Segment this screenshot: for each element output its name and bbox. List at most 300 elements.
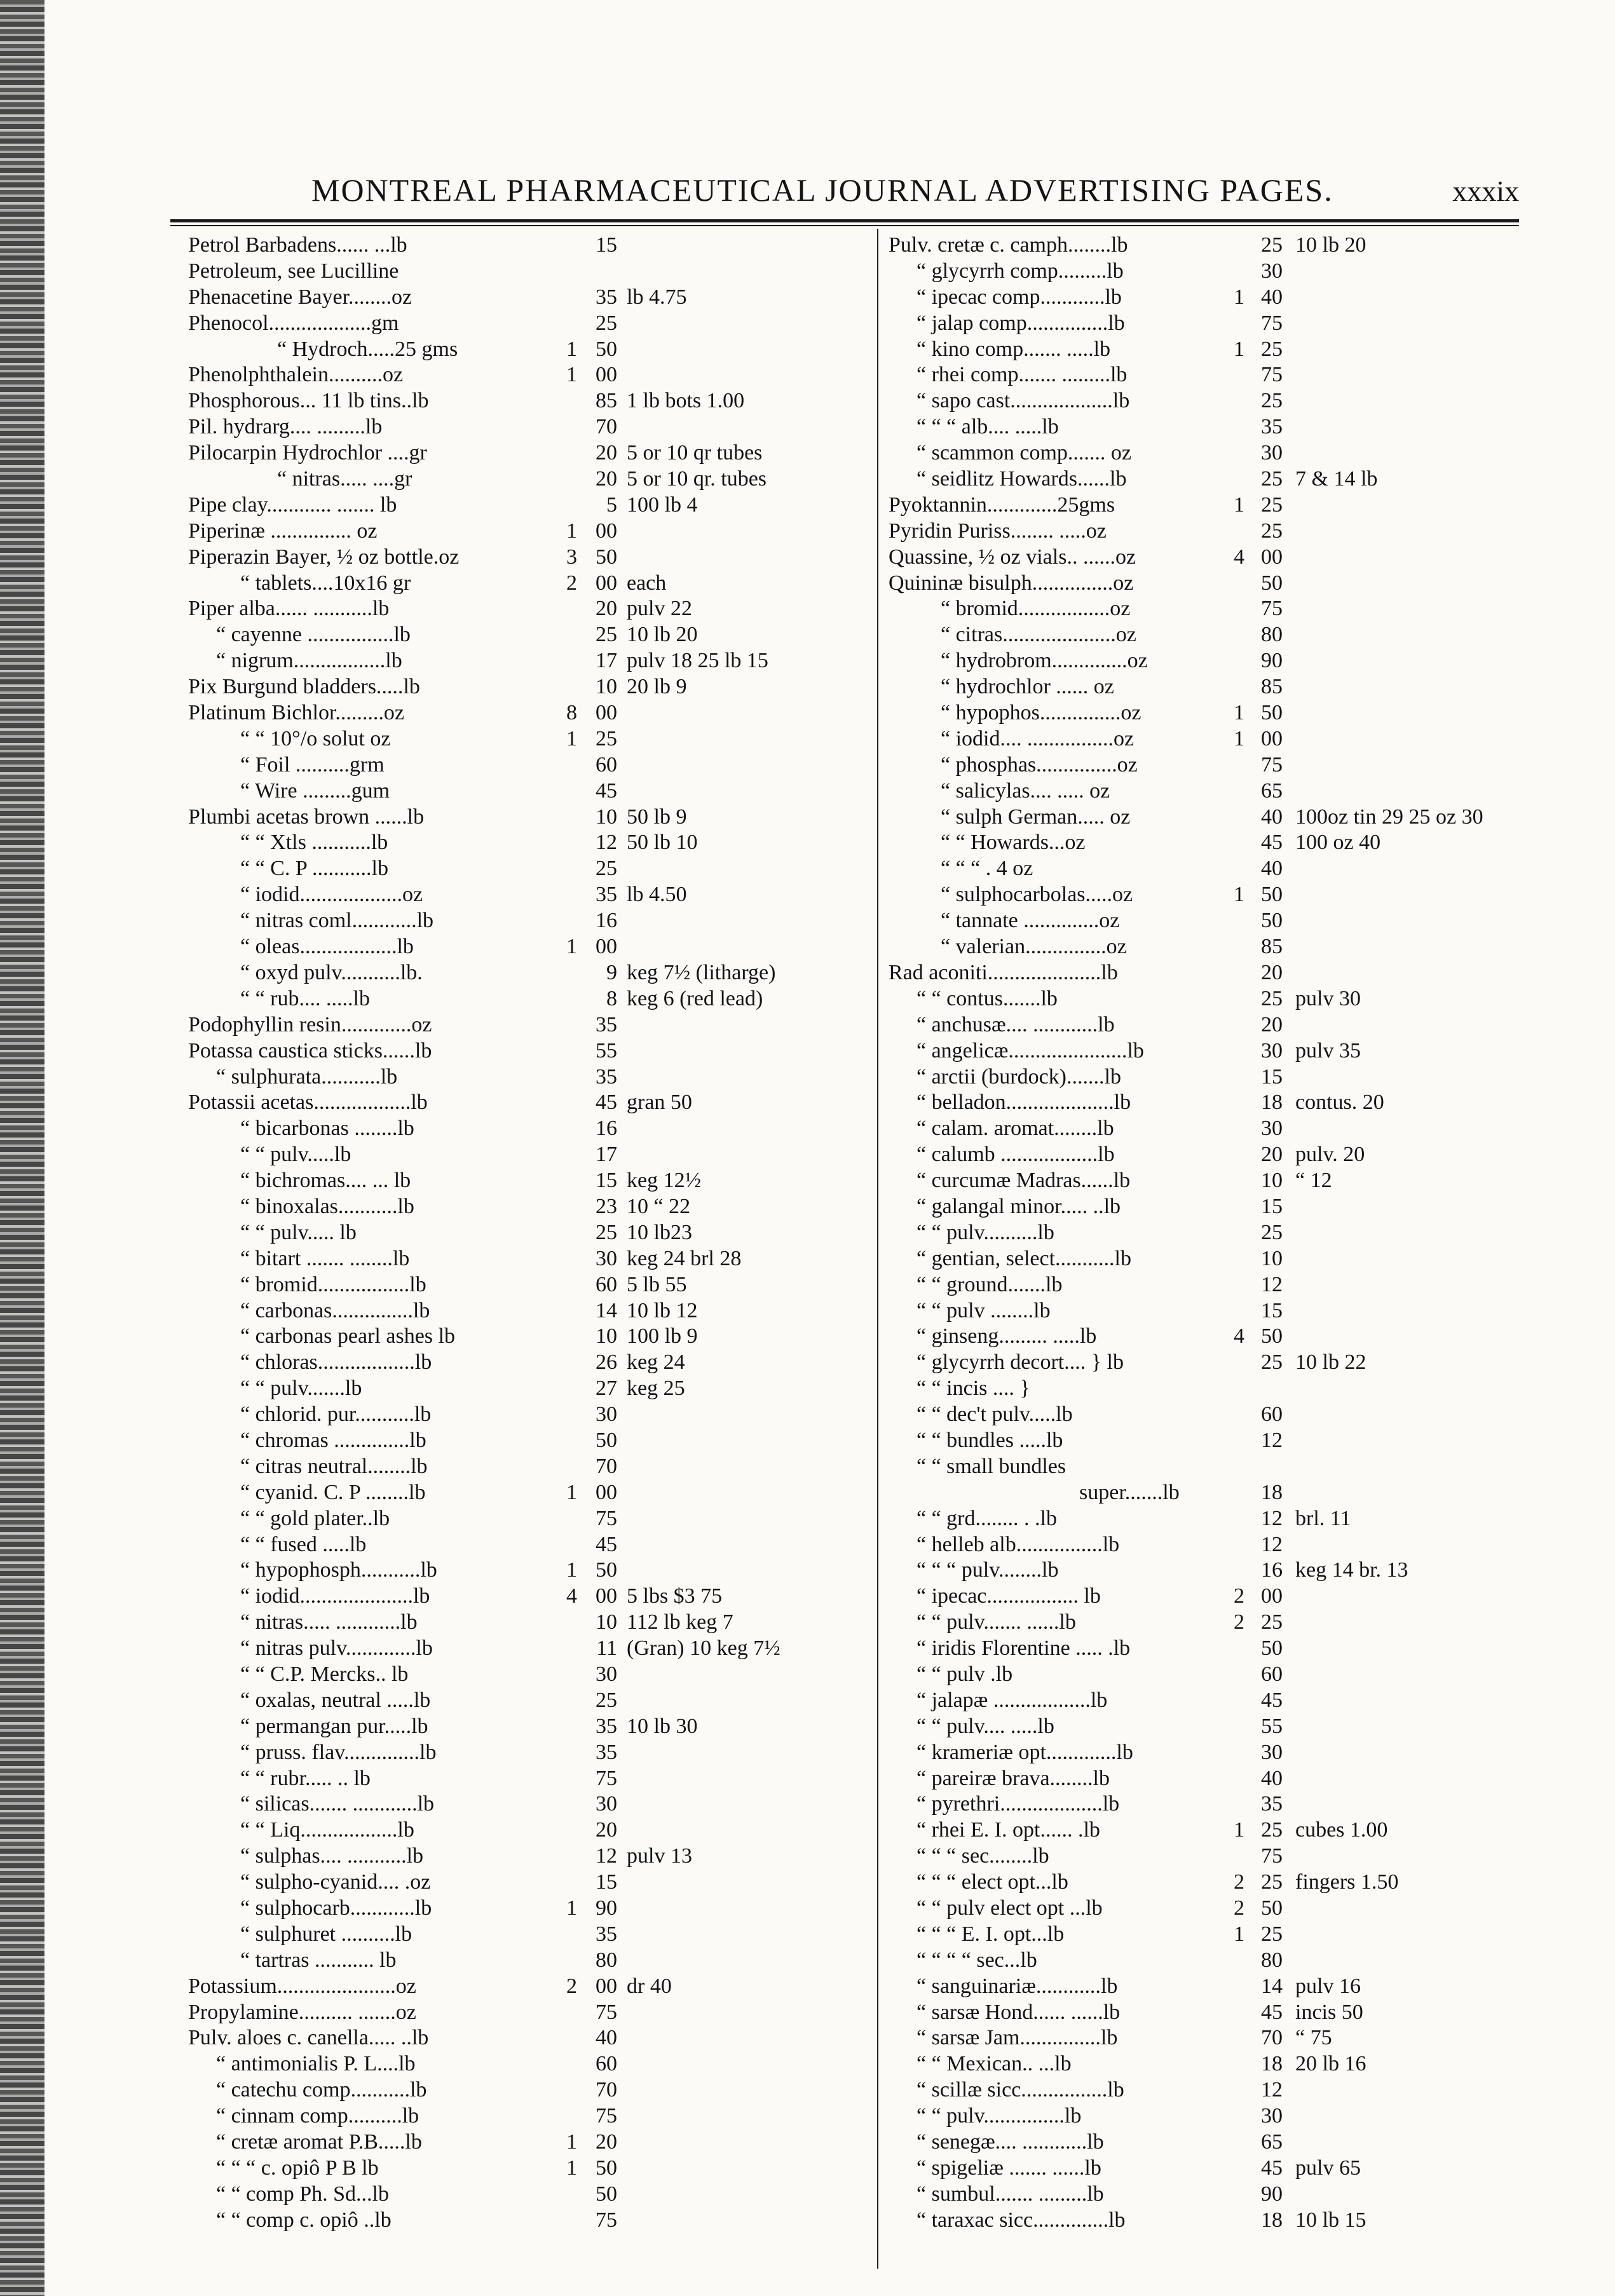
price-cents: 75	[1261, 311, 1283, 335]
item-name: “ rhei E. I. opt...... .lb	[917, 1818, 1100, 1842]
price-entry	[188, 1791, 900, 1817]
item-name: “ phosphas...............oz	[941, 752, 1138, 777]
price-entry	[889, 1376, 1600, 1402]
price-cents: 12	[1261, 1272, 1283, 1296]
item-name: Potassii acetas..................lb	[188, 1090, 428, 1115]
item-name: Rad aconiti.....................lb	[889, 960, 1118, 984]
price-cents: 25	[1261, 1818, 1283, 1842]
price-entry	[188, 1870, 900, 1896]
price-cents: 35	[596, 1922, 617, 1946]
item-name: Pulv. cretæ c. camph........lb	[889, 233, 1128, 257]
price-entry	[889, 2025, 1600, 2051]
price-entry	[188, 596, 900, 622]
price-entry	[188, 1532, 900, 1558]
price-entry	[188, 882, 900, 908]
price-cents: 25	[1261, 1922, 1283, 1946]
item-name: “ “ Howards...oz	[941, 831, 1086, 855]
price-entry	[188, 778, 900, 805]
item-name: Potassium......................oz	[188, 1974, 416, 1998]
item-name: “ chromas ..............lb	[240, 1428, 426, 1452]
item-name: “ sulphocarbolas.....oz	[941, 883, 1133, 907]
price-entry	[889, 1064, 1600, 1090]
item-name: Pipe clay............ ....... lb	[188, 492, 397, 517]
bulk-note: 20 lb 9	[627, 675, 687, 699]
item-name: “ rhei comp....... .........lb	[917, 363, 1128, 387]
item-name: “ “ “ elect opt...lb	[917, 1870, 1068, 1894]
price-entry	[889, 1116, 1600, 1142]
price-cents: 10	[596, 1324, 617, 1348]
item-name: “ “ gold plater..lb	[240, 1506, 390, 1530]
item-name: “ cayenne ................lb	[216, 623, 411, 647]
item-name: Pyridin Puriss........ .....oz	[889, 519, 1107, 543]
price-entry	[889, 414, 1600, 440]
price-cents: 18	[1261, 2052, 1283, 2076]
price-entry	[889, 986, 1600, 1012]
item-name: “ “ Liq..................lb	[240, 1818, 414, 1842]
price-cents: 35	[1261, 415, 1283, 439]
item-name: “ ipecac comp............lb	[917, 285, 1122, 309]
item-name: “ calumb ..................lb	[917, 1143, 1115, 1167]
bulk-note: 10 lb 20	[1295, 233, 1366, 257]
bulk-note: 100oz tin 29 25 oz 30	[1295, 805, 1483, 829]
price-entry	[188, 2051, 900, 2077]
item-name: “ “ contus.......lb	[917, 986, 1058, 1010]
bulk-note: 5 or 10 qr. tubes	[627, 467, 767, 491]
item-name: “ “ “ alb.... .....lb	[917, 415, 1059, 439]
price-dollars: 1	[566, 1480, 577, 1504]
bulk-note: pulv 65	[1295, 2156, 1361, 2180]
price-dollars: 1	[566, 2156, 577, 2180]
price-entry	[188, 648, 900, 674]
price-cents: 35	[596, 883, 617, 907]
price-cents: 40	[596, 2026, 617, 2050]
price-entry	[188, 908, 900, 934]
item-name: “ oleas..................lb	[240, 935, 414, 959]
bulk-note: pulv 22	[627, 597, 692, 621]
price-dollars: 1	[1234, 1818, 1244, 1842]
price-entry	[889, 492, 1600, 519]
price-cents: 75	[596, 2000, 617, 2024]
price-entry	[889, 2208, 1600, 2234]
price-entry	[188, 233, 900, 259]
item-name: “ bromid.................oz	[941, 597, 1131, 621]
item-name: Petroleum, see Lucilline	[188, 259, 399, 283]
item-name: “ cinnam comp..........lb	[216, 2104, 419, 2128]
item-name: “ seidlitz Howards......lb	[917, 467, 1127, 491]
price-entry	[889, 726, 1600, 752]
price-cents: 30	[1261, 1038, 1283, 1063]
price-cents: 80	[1261, 1948, 1283, 1972]
bulk-note: gran 50	[627, 1090, 692, 1115]
price-entry	[188, 1090, 900, 1116]
price-cents: 40	[1261, 285, 1283, 309]
price-cents: 65	[1261, 778, 1283, 803]
price-cents: 35	[596, 1012, 617, 1036]
price-cents: 85	[1261, 675, 1283, 699]
item-name: “ “ Mexican.. ...lb	[917, 2052, 1072, 2076]
price-entry	[889, 856, 1600, 882]
bulk-note: 5 lbs $3 75	[627, 1584, 723, 1608]
item-name: “ “ rubr..... .. lb	[240, 1766, 371, 1790]
price-entry	[889, 1896, 1600, 1922]
item-name: “ oxalas, neutral .....lb	[240, 1688, 431, 1712]
bulk-note: 10 lb 20	[627, 623, 698, 647]
price-entry	[188, 2103, 900, 2130]
item-name: “ valerian...............oz	[941, 935, 1127, 959]
price-cents: 50	[1261, 1324, 1283, 1348]
price-cents: 5	[606, 492, 617, 517]
item-name: Plumbi acetas brown ......lb	[188, 805, 425, 829]
item-name: “ cretæ aromat P.B.....lb	[216, 2130, 422, 2154]
item-name: “ sulphurata...........lb	[216, 1064, 398, 1089]
price-entry	[188, 1194, 900, 1220]
price-entry	[889, 908, 1600, 934]
item-name: “ citras neutral........lb	[240, 1454, 428, 1478]
price-entry	[188, 986, 900, 1012]
price-cents: 00	[596, 363, 617, 387]
price-entry	[188, 1584, 900, 1610]
price-cents: 00	[596, 1974, 617, 1998]
price-entry	[889, 2182, 1600, 2208]
item-name: “ pruss. flav..............lb	[240, 1740, 437, 1764]
bulk-note: 10 lb 12	[627, 1298, 698, 1322]
item-name: “ sarsæ Jam...............lb	[917, 2026, 1118, 2050]
price-entry	[188, 726, 900, 752]
item-name: “ “ C. P ...........lb	[240, 857, 388, 881]
price-cents: 60	[596, 752, 617, 777]
price-cents: 45	[1261, 2000, 1283, 2024]
item-name: “ Wire .........gum	[240, 778, 390, 803]
price-cents: 35	[596, 1064, 617, 1089]
item-name: “ jalapæ ..................lb	[917, 1688, 1108, 1712]
price-entry	[188, 934, 900, 960]
price-cents: 75	[1261, 597, 1283, 621]
price-entry	[889, 571, 1600, 597]
price-entry	[889, 362, 1600, 388]
price-cents: 60	[1261, 1403, 1283, 1427]
bulk-note: brl. 11	[1295, 1506, 1351, 1530]
price-cents: 25	[596, 857, 617, 881]
price-entry	[889, 1428, 1600, 1454]
price-entry	[188, 1817, 900, 1844]
price-cents: 25	[1261, 1870, 1283, 1894]
price-entry	[188, 2130, 900, 2156]
price-entry	[889, 752, 1600, 778]
price-cents: 50	[596, 1558, 617, 1582]
bulk-note: incis 50	[1295, 2000, 1363, 2024]
price-entry	[889, 519, 1600, 545]
price-cents: 12	[1261, 2078, 1283, 2102]
price-cents: 30	[596, 1403, 617, 1427]
price-cents: 50	[596, 337, 617, 361]
price-entry	[188, 440, 900, 466]
price-entry	[188, 674, 900, 700]
price-cents: 12	[596, 1844, 617, 1868]
price-cents: 80	[596, 1948, 617, 1972]
item-name: “ “ “ c. opiô P B lb	[216, 2156, 379, 2180]
price-cents: 70	[596, 415, 617, 439]
price-entry	[188, 571, 900, 597]
price-cents: 45	[596, 1532, 617, 1556]
item-name: “ nitras..... ....gr	[277, 467, 412, 491]
bulk-note: pulv. 20	[1295, 1143, 1365, 1167]
price-cents: 12	[1261, 1428, 1283, 1452]
price-entry	[188, 259, 900, 285]
item-name: “ “ “ sec........lb	[917, 1844, 1049, 1868]
price-entry	[889, 2000, 1600, 2026]
price-cents: 15	[1261, 1064, 1283, 1089]
price-dollars: 1	[566, 363, 577, 387]
price-cents: 25	[1261, 1220, 1283, 1244]
bulk-note: 10 “ 22	[627, 1194, 691, 1218]
price-entry	[188, 545, 900, 571]
price-cents: 75	[596, 2104, 617, 2128]
item-name: “ “ grd........ . .lb	[917, 1506, 1057, 1530]
price-dollars: 8	[566, 701, 577, 725]
bulk-note: 50 lb 9	[627, 805, 687, 829]
item-name: “ nitras..... ............lb	[240, 1610, 418, 1634]
bulk-note: 5 or 10 qr tubes	[627, 441, 763, 465]
price-cents: 45	[1261, 831, 1283, 855]
price-cents: 50	[596, 1428, 617, 1452]
item-name: Pyoktannin.............25gms	[889, 492, 1115, 517]
item-name: “ “ dec't pulv.....lb	[917, 1403, 1073, 1427]
price-entry	[889, 1948, 1600, 1974]
item-name: “ “ small bundles	[917, 1454, 1066, 1478]
item-name: Pix Burgund bladders.....lb	[188, 675, 420, 699]
price-entry	[889, 388, 1600, 414]
price-entry	[188, 1064, 900, 1090]
price-entry	[889, 1402, 1600, 1428]
bulk-note: fingers 1.50	[1295, 1870, 1399, 1894]
item-name: “ bicarbonas ........lb	[240, 1117, 414, 1141]
price-cents: 25	[1261, 389, 1283, 413]
price-cents: 00	[1261, 726, 1283, 751]
price-cents: 00	[1261, 1584, 1283, 1608]
price-cents: 15	[1261, 1298, 1283, 1322]
item-name: Pil. hydrarg.... .........lb	[188, 415, 383, 439]
price-cents: 15	[1261, 1194, 1283, 1218]
price-entry	[889, 285, 1600, 311]
price-cents: 75	[1261, 363, 1283, 387]
price-cents: 75	[596, 1506, 617, 1530]
price-cents: 15	[596, 1169, 617, 1193]
price-entry	[889, 1168, 1600, 1194]
item-name: “ salicylas.... ..... oz	[941, 778, 1110, 803]
price-cents: 45	[596, 778, 617, 803]
price-entry	[188, 1298, 900, 1324]
price-dollars: 1	[1234, 492, 1244, 517]
price-entry	[889, 1922, 1600, 1948]
price-cents: 75	[1261, 752, 1283, 777]
price-entry	[188, 1324, 900, 1350]
price-entry	[188, 700, 900, 726]
bulk-note: pulv 16	[1295, 1974, 1361, 1998]
bulk-note: 100 lb 4	[627, 492, 698, 517]
price-entry	[188, 1350, 900, 1376]
price-entry	[889, 1791, 1600, 1817]
item-name: “ oxyd pulv...........lb.	[240, 960, 423, 984]
item-name: “ nigrum.................lb	[216, 649, 402, 673]
price-entry	[188, 466, 900, 492]
price-entry	[889, 1324, 1600, 1350]
price-entry	[188, 1688, 900, 1714]
price-entry	[188, 830, 900, 856]
item-name: Phenacetine Bayer........oz	[188, 285, 412, 309]
price-cents: 90	[596, 1896, 617, 1920]
item-name: Platinum Bichlor.........oz	[188, 701, 404, 725]
item-name: “ hydrochlor ...... oz	[941, 675, 1114, 699]
price-entry	[188, 1844, 900, 1870]
price-cents: 90	[1261, 649, 1283, 673]
price-entry	[188, 1480, 900, 1506]
price-cents: 30	[596, 1792, 617, 1816]
price-cents: 20	[596, 597, 617, 621]
item-name: “ “ bundles .....lb	[917, 1428, 1063, 1452]
item-name: “ “ rub.... .....lb	[240, 986, 370, 1010]
price-cents: 30	[596, 1662, 617, 1686]
item-name: “ sulphas.... ...........lb	[240, 1844, 424, 1868]
price-cents: 11	[596, 1636, 617, 1661]
item-name: “ “ “ . 4 oz	[941, 857, 1033, 881]
bulk-note: 100 oz 40	[1295, 831, 1381, 855]
price-dollars: 1	[566, 1558, 577, 1582]
item-name: “ catechu comp...........lb	[216, 2078, 427, 2102]
item-name: Potassa caustica sticks......lb	[188, 1038, 432, 1063]
price-cents: 75	[596, 2208, 617, 2232]
item-name: “ “ pulv.......lb	[240, 1376, 362, 1401]
price-cents: 35	[1261, 1792, 1283, 1816]
price-dollars: 1	[566, 2130, 577, 2154]
bulk-note: 112 lb keg 7	[627, 1610, 733, 1634]
price-entry	[188, 1428, 900, 1454]
price-entry	[889, 1870, 1600, 1896]
item-name: “ taraxac sicc..............lb	[917, 2208, 1126, 2232]
price-cents: 16	[1261, 1558, 1283, 1582]
price-entry	[188, 1610, 900, 1636]
item-name: “ “ pulv.....lb	[240, 1143, 351, 1167]
price-cents: 50	[596, 2156, 617, 2180]
price-entry	[188, 1142, 900, 1168]
item-name: “ chlorid. pur...........lb	[240, 1403, 432, 1427]
price-entry	[889, 596, 1600, 622]
price-entry	[889, 700, 1600, 726]
price-entry	[889, 882, 1600, 908]
item-name: “ ginseng......... .....lb	[917, 1324, 1097, 1348]
price-cents: 00	[596, 935, 617, 959]
price-cents: 60	[596, 2052, 617, 2076]
price-entry	[188, 2208, 900, 2234]
price-entry	[188, 1948, 900, 1974]
price-entry	[889, 1480, 1600, 1506]
price-entry	[889, 259, 1600, 285]
bulk-note: pulv 13	[627, 1844, 692, 1868]
price-cents: 8	[606, 986, 617, 1010]
page-number: xxxix	[1452, 175, 1519, 207]
bulk-note: contus. 20	[1295, 1090, 1384, 1115]
item-name: “ sulph German..... oz	[941, 805, 1131, 829]
price-cents: 40	[1261, 857, 1283, 881]
price-entry	[188, 519, 900, 545]
item-name: “ “ pulv.... .....lb	[917, 1714, 1054, 1738]
price-entry	[889, 466, 1600, 492]
price-dollars: 2	[1234, 1870, 1244, 1894]
price-entry	[188, 1402, 900, 1428]
page-title: MONTREAL PHARMACEUTICAL JOURNAL ADVERTISING PAGES.	[311, 172, 1333, 208]
price-cents: 75	[596, 1766, 617, 1790]
price-cents: 20	[596, 2130, 617, 2154]
price-cents: 25	[1261, 233, 1283, 257]
item-name: “ carbonas pearl ashes lb	[240, 1324, 455, 1348]
price-cents: 00	[596, 701, 617, 725]
price-cents: 23	[596, 1194, 617, 1218]
price-cents: 10	[1261, 1246, 1283, 1270]
price-cents: 30	[596, 1246, 617, 1270]
price-cents: 25	[596, 623, 617, 647]
item-name: “ citras.....................oz	[941, 623, 1136, 647]
price-cents: 18	[1261, 2208, 1283, 2232]
price-cents: 16	[596, 1117, 617, 1141]
item-name: “ Foil ..........grm	[240, 752, 385, 777]
bulk-note: keg 7½ (litharge)	[627, 960, 776, 984]
page-header	[311, 172, 1519, 216]
price-cents: 25	[1261, 1610, 1283, 1634]
item-name: “ chloras..................lb	[240, 1350, 432, 1375]
price-cents: 25	[1261, 1350, 1283, 1375]
price-entry	[889, 2103, 1600, 2130]
price-cents: 20	[1261, 1143, 1283, 1167]
price-cents: 26	[596, 1350, 617, 1375]
price-entry	[188, 1714, 900, 1740]
price-dollars: 1	[1234, 726, 1244, 751]
item-name: “ anchusæ.... ............lb	[917, 1012, 1115, 1036]
price-cents: 50	[1261, 1636, 1283, 1661]
bulk-note: “ 12	[1295, 1169, 1332, 1193]
price-cents: 10	[596, 675, 617, 699]
price-cents: 25	[1261, 337, 1283, 361]
price-cents: 10	[596, 805, 617, 829]
item-name: Podophyllin resin.............oz	[188, 1012, 432, 1036]
price-entry	[188, 1662, 900, 1688]
price-entry	[889, 805, 1600, 831]
price-entry	[188, 1974, 900, 2000]
price-cents: 25	[1261, 519, 1283, 543]
item-name: “ curcumæ Madras......lb	[917, 1169, 1131, 1193]
price-entry	[188, 1272, 900, 1298]
price-entry	[889, 233, 1600, 259]
price-entry	[188, 1766, 900, 1792]
price-entry	[889, 2130, 1600, 2156]
item-name: “ “ pulv ........lb	[917, 1298, 1051, 1322]
price-dollars: 2	[1234, 1610, 1244, 1634]
price-entry	[188, 1454, 900, 1480]
item-name: “ “ pulv...............lb	[917, 2104, 1082, 2128]
price-entry	[889, 1636, 1600, 1662]
price-entry	[889, 545, 1600, 571]
item-name: “ Hydroch.....25 gms	[277, 337, 458, 361]
price-cents: 50	[1261, 883, 1283, 907]
price-entry	[188, 311, 900, 337]
price-entry	[188, 622, 900, 648]
bulk-note: keg 6 (red lead)	[627, 986, 763, 1010]
price-cents: 15	[596, 233, 617, 257]
price-cents: 20	[596, 441, 617, 465]
item-name: “ “ “ pulv........lb	[917, 1558, 1059, 1582]
price-entry	[188, 492, 900, 519]
price-entry	[889, 1766, 1600, 1792]
price-cents: 17	[596, 1143, 617, 1167]
price-entry	[889, 1220, 1600, 1246]
